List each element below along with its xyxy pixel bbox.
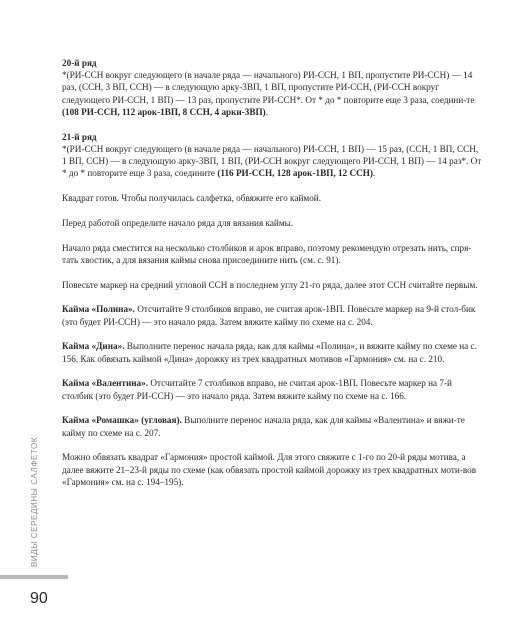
- page-number: 90: [30, 590, 48, 607]
- row-21-end: .: [372, 168, 376, 179]
- border-valentina-title: Кайма «Валентина».: [62, 378, 149, 389]
- before-work-paragraph: Перед работой определите начало ряда для вязания каймы.: [62, 217, 294, 228]
- border-dina-text: Выполните перенос начала ряда, как для каймы «Полина», и вяжите кайму по схеме на с. 156. Как обвязать каймой «Дина» дорожку из трех квадратных мотивов «Гармония» см. на с. 210.: [62, 341, 477, 364]
- row-21-block: [62, 131, 485, 180]
- row-20-instructions: *(РИ-ССН вокруг следующего (в начале ряда — начального) РИ-ССН, 1 ВП, пропустите РИ-ССН) — 14 раз, (ССН, 3 ВП, ССН) — в следующую арку-3ВП, 1 ВП, пропустите РИ-ССН, (РИ-ССН вокруг следующего РИ-ССН, 1 ВП) — 13 раз, пропустите РИ-ССН*. От * до * повторите еще 3 раза, соедини-те: [62, 70, 475, 105]
- row-20-title: 20-й ряд: [62, 58, 97, 68]
- border-romashka-paragraph: [62, 414, 485, 438]
- section-marker-bar: [0, 575, 68, 579]
- border-polina-paragraph: [62, 303, 485, 327]
- border-dina-paragraph: [62, 340, 485, 364]
- simple-border-paragraph: Можно обвязать квадрат «Гармония» простой каймой. Для этого свяжите с 1-го по 20-й ряды мотива, а далее вяжите 21–23-й ряды по схеме (как обвязать простой каймой дорожку из трех квадратных моти-вов «Гармония» см. на с. 194–195).: [62, 452, 477, 487]
- border-valentina-paragraph: [62, 377, 485, 401]
- section-label: ВИДЫ СЕРЕДИНЫ САЛФЕТОК: [30, 436, 39, 567]
- marker-paragraph: Повесьте маркер на средний угловой ССН в последнем углу 21-го ряда, далее этот ССН считайте первым.: [62, 279, 478, 290]
- row-21-instructions: *(РИ-ССН вокруг следующего (в начале ряда — начального) РИ-ССН, 1 ВП) — 15 раз, (ССН, 1 ВП, ССН, 1 ВП, ССН) — в следующую арку-3ВП, 1 ВП, (РИ-ССН вокруг следующего РИ-ССН, 1 ВП) — 14 раз*. От * до * повторите еще 3 раза, соедините: [62, 143, 482, 179]
- row-20-end: .: [265, 106, 269, 117]
- border-polina-text: Отсчитайте 9 столбиков вправо, не считая арок-1ВП. Повесьте маркер на 9-й стол-бик (это будет РИ-ССН) — это начало ряда. Затем вяжите кайму по схеме на с. 204.: [62, 304, 476, 327]
- square-done-paragraph: Квадрат готов. Чтобы получилась салфетка, обвяжите его каймой.: [62, 193, 321, 204]
- border-polina-title: Кайма «Полина».: [62, 304, 135, 315]
- row-21-title: 21-й ряд: [62, 131, 97, 142]
- border-romashka-title: Кайма «Ромашка» (угловая).: [62, 415, 182, 426]
- border-dina-title: Кайма «Дина».: [62, 341, 125, 352]
- row-20-result: (108 РИ-ССН, 112 арок-1ВП, 8 ССН, 4 арки-3ВП): [62, 106, 266, 117]
- row-shift-paragraph: Начало ряда сместится на несколько столбиков и арок вправо, поэтому рекомендую отрезать нить, спря-тать хвостик, а для вязания каймы снова присоедините нить (см. с. 91).: [62, 242, 472, 265]
- row-21-result: (116 РИ-ССН, 128 арок-1ВП, 12 ССН): [217, 168, 373, 179]
- row-20-block: [62, 57, 485, 118]
- border-valentina-text: Отсчитайте 7 столбиков вправо, не считая арок-1ВП. Повесьте маркер на 7-й столбик (это будет РИ-ССН) — это начало ряда. Затем вяжите кайму по схеме на с. 166.: [62, 378, 452, 401]
- border-romashka-text: Выполните перенос начала ряда, как для каймы «Валентина» и вяжи-те кайму по схеме на с. 207.: [62, 415, 465, 438]
- page-content: [62, 57, 485, 501]
